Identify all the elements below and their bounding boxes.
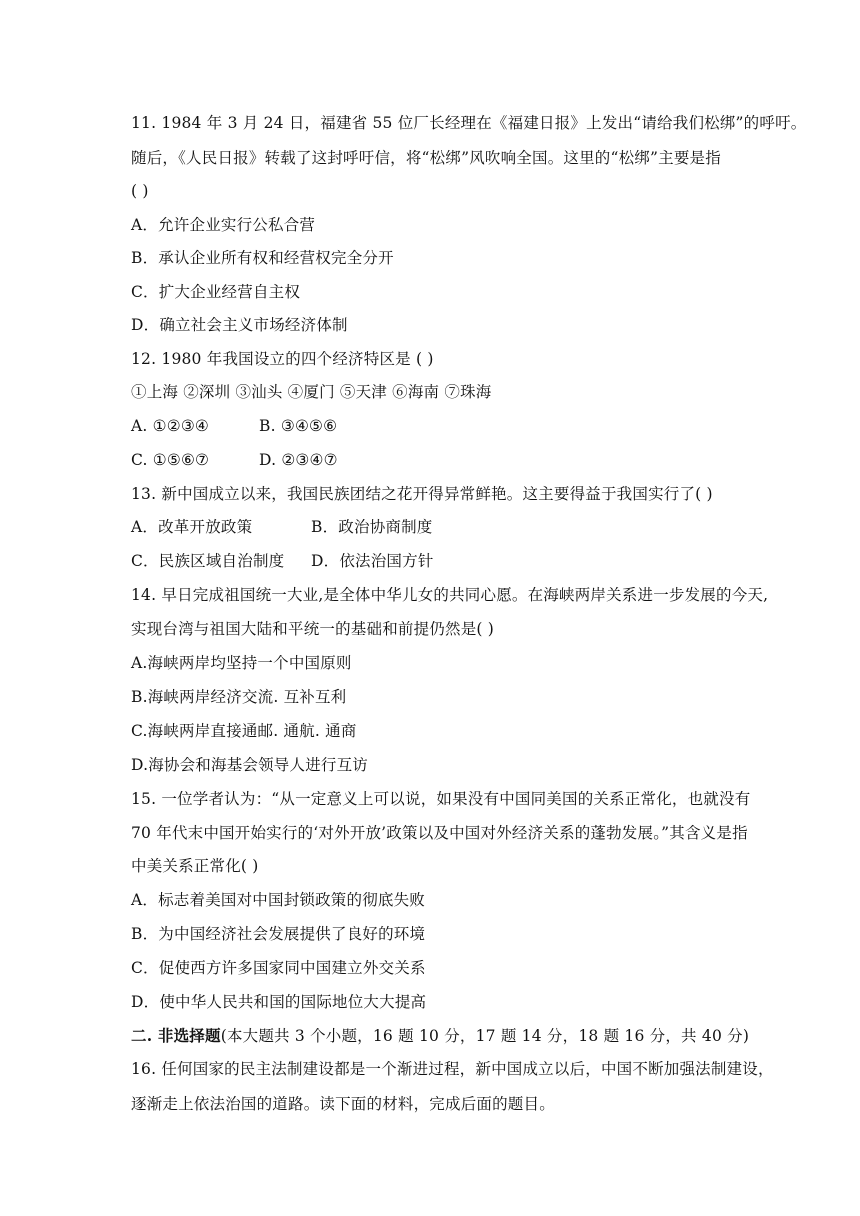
q16-stem-line-1: 16. 任何国家的民主法制建设都是一个渐进过程，新中国成立以后，中国不断加强法制建设，: [131, 1060, 774, 1078]
q15-option-b: B．为中国经济社会发展提供了良好的环境: [131, 925, 426, 943]
q12-choices: ①上海 ②深圳 ③汕头 ④厦门 ⑤天津 ⑥海南 ⑦珠海: [131, 383, 492, 401]
q13-stem: 13. 新中国成立以来，我国民族团结之花开得异常鲜艳。这主要得益于我国实行了( ): [131, 485, 713, 503]
section-2-heading: [131, 1026, 749, 1046]
q12-option-c: C. ①⑤⑥⑦: [131, 451, 210, 469]
q14-stem-line-2: 实现台湾与祖国大陆和平统一的基础和前提仍然是( ): [131, 620, 495, 638]
q11-option-d: D．确立社会主义市场经济体制: [131, 316, 348, 334]
q14-option-c: C.海峡两岸直接通邮. 通航. 通商: [131, 722, 357, 740]
q11-answer-blank: ( ): [131, 182, 149, 200]
q12-options-row-2: [131, 450, 338, 470]
q15-stem-line-3: 中美关系正常化( ): [131, 857, 259, 875]
q11-stem-line-2: 随后，《人民日报》转载了这封呼吁信，将“松绑”风吹响全国。这里的“松绑”主要是指: [131, 149, 721, 167]
q15-option-c: C．促使西方许多国家同中国建立外交关系: [131, 959, 426, 977]
q14-option-d: D.海协会和海基会领导人进行互访: [131, 756, 369, 774]
q13-options-row-1: [131, 517, 433, 537]
q12-option-a: A. ①②③④: [131, 417, 210, 435]
q13-option-a: A．改革开放政策: [131, 518, 253, 536]
q12-stem: 12. 1980 年我国设立的四个经济特区是 ( ): [131, 350, 434, 368]
q11-option-b: B．承认企业所有权和经营权完全分开: [131, 249, 394, 267]
q12-option-b: B. ③④⑤⑥: [259, 417, 338, 435]
q11-stem-line-1: 11. 1984 年 3 月 24 日，福建省 55 位厂长经理在《福建日报》上发出“请给我们松绑”的呼吁。: [131, 114, 807, 132]
q12-options-row-1: [131, 416, 337, 436]
q15-stem-line-2: 70 年代末中国开始实行的‘对外开放’政策以及中国对外经济关系的蓬勃发展。”其含义是指: [131, 824, 748, 842]
q15-option-a: A．标志着美国对中国封锁政策的彻底失败: [131, 891, 425, 909]
q15-option-d: D．使中华人民共和国的国际地位大大提高: [131, 993, 427, 1011]
section-2-note: (本大题共 3 个小题，16 题 10 分，17 题 14 分，18 题 16 分，共 40 分): [220, 1027, 750, 1045]
section-2-title: 二. 非选择题: [131, 1026, 221, 1045]
q14-option-a: A.海峡两岸均坚持一个中国原则: [131, 654, 352, 672]
q14-stem-line-1: 14. 早日完成祖国统一大业,是全体中华儿女的共同心愿。在海峡两岸关系进一步发展的今天,: [131, 586, 769, 604]
q11-option-a: A．允许企业实行公私合营: [131, 216, 316, 234]
q15-stem-line-1: 15. 一位学者认为：“从一定意义上可以说，如果没有中国同美国的关系正常化，也就没有: [131, 790, 751, 808]
q13-option-d: D．依法治国方针: [311, 552, 434, 570]
q13-option-b: B．政治协商制度: [311, 518, 433, 536]
q16-stem-line-2: 逐渐走上依法治国的道路。读下面的材料，完成后面的题目。: [131, 1095, 555, 1113]
q13-options-row-2: [131, 551, 434, 571]
q11-option-c: C．扩大企业经营自主权: [131, 283, 301, 301]
q13-option-c: C．民族区域自治制度: [131, 552, 285, 570]
q12-option-d: D. ②③④⑦: [259, 451, 338, 469]
q14-option-b: B.海峡两岸经济交流. 互补互利: [131, 688, 347, 706]
